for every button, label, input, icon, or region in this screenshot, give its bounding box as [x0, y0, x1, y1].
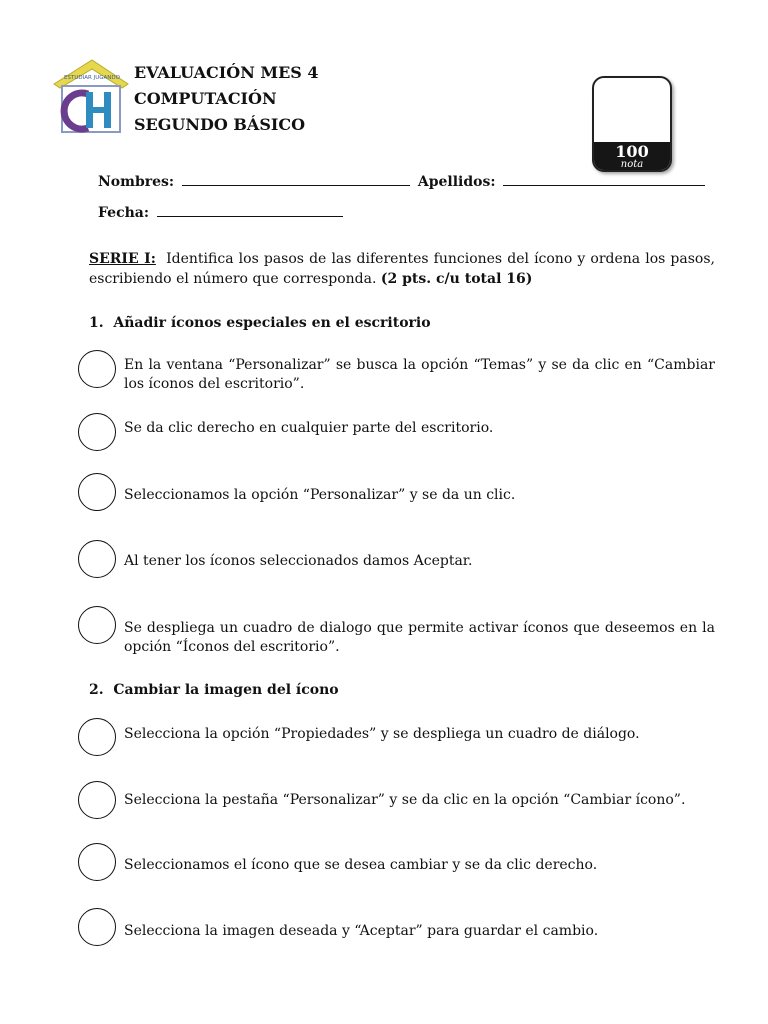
item-text: Se despliega un cuadro de dialogo que permite activar íconos que deseemos en la opción “Íconos del escritorio”.	[124, 620, 715, 655]
grade-box	[592, 76, 672, 172]
section-2-number: 2.	[89, 682, 104, 698]
title-line-2: COMPUTACIÓN	[134, 89, 277, 108]
list-item	[78, 606, 718, 654]
item-text: Seleccionamos la opción “Personalizar” y se da un clic.	[124, 487, 516, 503]
item-text: Selecciona la imagen deseada y “Aceptar” para guardar el cambio.	[124, 923, 599, 939]
list-item	[78, 540, 718, 580]
serie-points: (2 pts. c/u total 16)	[380, 271, 533, 287]
date-row	[98, 202, 346, 221]
answer-circle[interactable]	[78, 413, 116, 451]
nombres-label: Nombres:	[98, 174, 175, 190]
item-text: Selecciona la opción “Propiedades” y se despliega un cuadro de diálogo.	[124, 726, 640, 742]
section-1-title-text: Añadir íconos especiales en el escritorio	[113, 315, 431, 331]
answer-circle[interactable]	[78, 606, 116, 644]
instructions	[89, 249, 715, 289]
list-item	[78, 413, 718, 453]
list-item	[78, 843, 718, 883]
serie-label: SERIE I:	[89, 251, 156, 267]
section-1-number: 1.	[89, 315, 104, 331]
item-text: Al tener los íconos seleccionados damos Aceptar.	[124, 553, 473, 569]
fecha-label: Fecha:	[98, 205, 150, 221]
serie-instruction: Identifica los pasos de las diferentes funciones del ícono y ordena los pasos, escribiendo el número que corresponda.	[89, 251, 715, 287]
section-1-title	[89, 315, 431, 331]
answer-circle[interactable]	[78, 718, 116, 756]
item-text: Selecciona la pestaña “Personalizar” y se da clic en la opción “Cambiar ícono”.	[124, 792, 686, 808]
answer-circle[interactable]	[78, 473, 116, 511]
names-row	[98, 171, 708, 190]
list-item	[78, 781, 718, 821]
grade-label: nota	[620, 159, 644, 170]
list-item	[78, 473, 718, 513]
item-text: En la ventana “Personalizar” se busca la opción “Temas” y se da clic en “Cambiar los íconos del escritorio”.	[124, 357, 715, 392]
list-item	[78, 350, 718, 394]
list-item	[78, 908, 718, 948]
section-2-title-text: Cambiar la imagen del ícono	[113, 682, 339, 698]
title-line-1: EVALUACIÓN MES 4	[134, 63, 319, 82]
answer-circle[interactable]	[78, 843, 116, 881]
nombres-field[interactable]	[182, 171, 410, 186]
school-logo	[52, 58, 130, 134]
item-text: Seleccionamos el ícono que se desea cambiar y se da clic derecho.	[124, 857, 598, 873]
list-item	[78, 718, 718, 758]
apellidos-field[interactable]	[503, 171, 705, 186]
answer-circle[interactable]	[78, 540, 116, 578]
logo-text: ESTUDIAR JUGANDO	[64, 75, 120, 81]
page-title	[134, 60, 319, 138]
answer-circle[interactable]	[78, 350, 116, 388]
fecha-field[interactable]	[157, 202, 343, 217]
apellidos-label: Apellidos:	[417, 174, 496, 190]
answer-circle[interactable]	[78, 908, 116, 946]
section-2-title	[89, 682, 339, 698]
title-line-3: SEGUNDO BÁSICO	[134, 115, 306, 134]
grade-total: 100	[615, 142, 649, 161]
answer-circle[interactable]	[78, 781, 116, 819]
item-text: Se da clic derecho en cualquier parte del escritorio.	[124, 420, 494, 436]
